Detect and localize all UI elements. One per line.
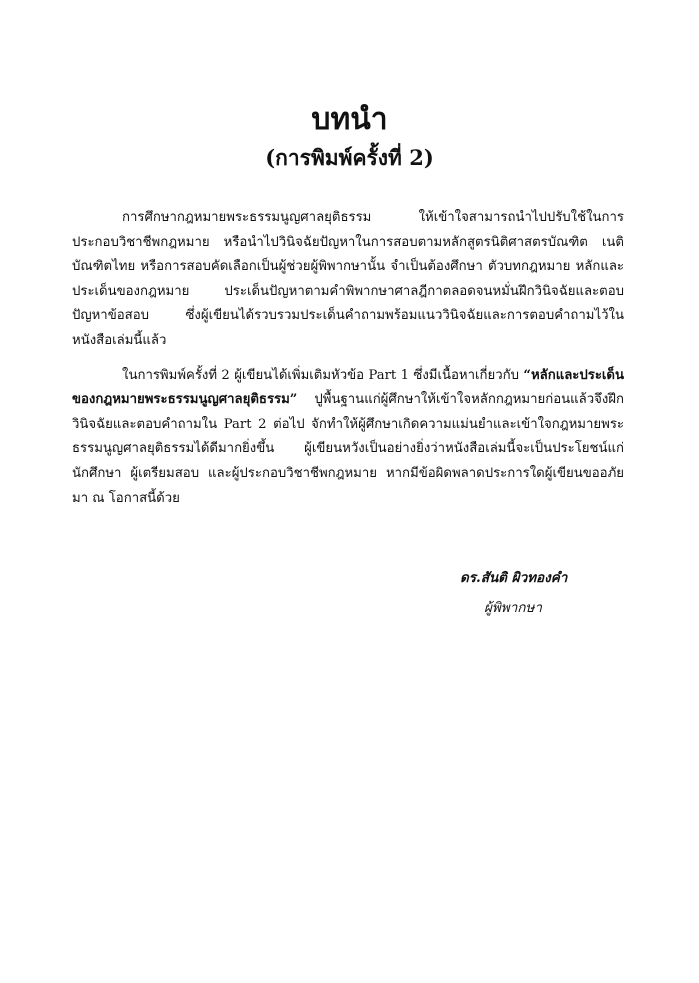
signature-block xyxy=(460,566,660,620)
signature-role: ผู้พิพากษา xyxy=(484,600,542,616)
page-subtitle: (การพิมพ์ครั้งที่ 2) xyxy=(265,145,434,170)
signature-name: ดร.สันติ ผิวทองคำ xyxy=(460,570,568,586)
paragraph-2-emphasis: “หลักและประเด็นของกฎหมายพระธรรมนูญศาลยุติธรรม” xyxy=(72,367,624,408)
paragraph-2-rest: ปูพื้นฐานแก่ผู้ศึกษาให้เข้าใจหลักกฎหมายก่อนแล้วจึงฝึกวินิจฉัยและตอบคำถามใน Part 2 ต่อไป จักทำให้ผู้ศึกษาเกิดความแม่นยำและเข้าใจกฎหมายพระธรรมนูญศาลยุติธรรมได้ดีมากยิ่งขึ้น ผู้เขียนหวังเป็นอย่างยิ่งว่าหนังสือเล่มนี้จะเป็นประโยชน์แก่นักศึกษา ผู้เตรียมสอบ และผู้ประกอบวิชาชีพกฎหมาย หากมีข้อผิดพลาดประการใดผู้เขียนขออภัยมา ณ โอกาสนี้ด้วย xyxy=(72,392,624,506)
paragraph-2 xyxy=(72,364,624,512)
page-title: บทนำ xyxy=(311,102,388,137)
paragraph-1: การศึกษากฎหมายพระธรรมนูญศาลยุติธรรม ให้เข้าใจสามารถนำไปปรับใช้ในการประกอบวิชาชีพกฎหมาย หรือนำไปวินิจฉัยปัญหาในการสอบตามหลักสูตรนิติศาสตรบัณฑิต เนติบัณฑิตไทย หรือการสอบคัดเลือกเป็นผู้ช่วยผู้พิพากษานั้น จำเป็นต้องศึกษา ตัวบทกฎหมาย หลักและประเด็นของกฎหมาย ประเด็นปัญหาตามคำพิพากษาศาลฎีกาตลอดจนหมั่นฝึกวินิจฉัยและตอบปัญหาข้อสอบ ซึ่งผู้เขียนได้รวบรวมประเด็นคำถามพร้อมแนววินิจฉัยและการตอบคำถามไว้ในหนังสือเล่มนี้แล้ว xyxy=(72,210,624,348)
paragraph-2-intro: ในการพิมพ์ครั้งที่ 2 ผู้เขียนได้เพิ่มเติมหัวข้อ Part 1 ซึ่งมีเนื้อหาเกี่ยวกับ xyxy=(122,367,524,383)
preface-body xyxy=(72,206,624,521)
